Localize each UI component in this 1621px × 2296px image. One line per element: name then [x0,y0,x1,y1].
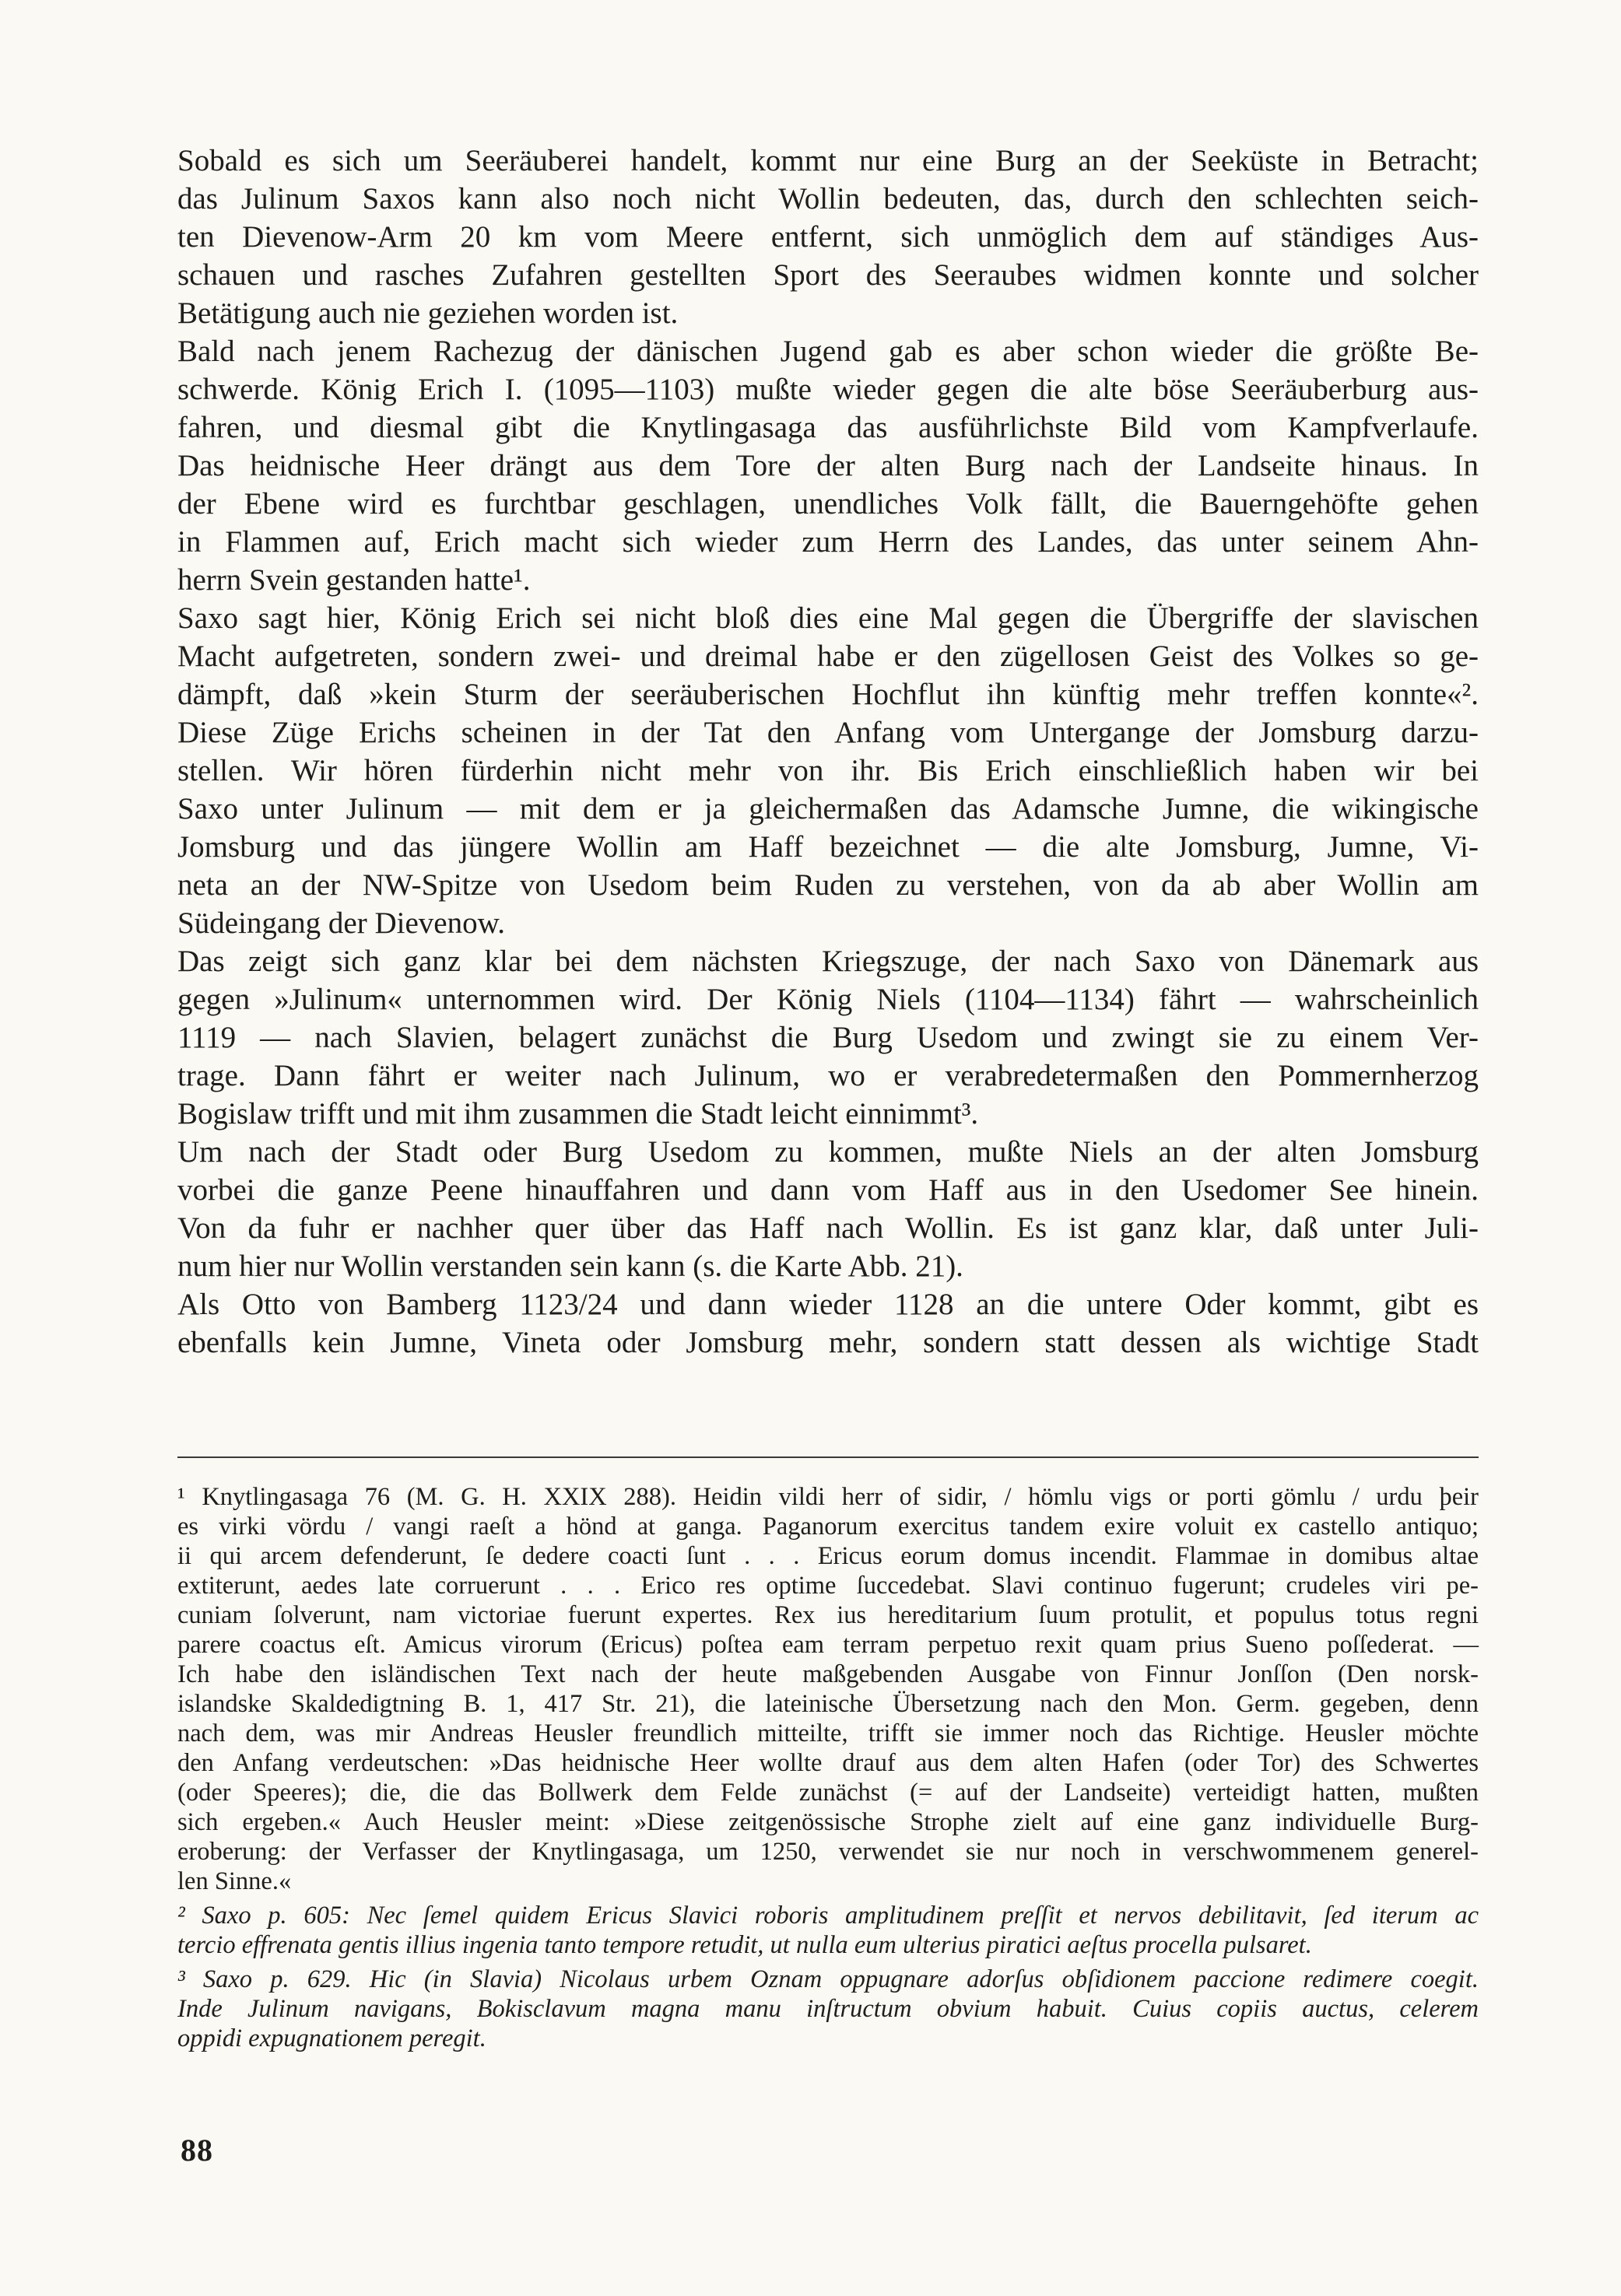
footnote-line: len Sinne.« [177,1867,292,1895]
text-line: Diese Züge Erichs scheinen in der Tat den Anfang vom Untergange der Jomsburg darzu- [177,716,1479,749]
footnote-divider [177,1456,1479,1458]
text-line: schwerde. König Erich I. (1095—1103) mußte wieder gegen die alte böse Seeräuberburg aus- [177,373,1479,406]
text-line: Bald nach jenem Rachezug der dänischen Jugend gab es aber schon wieder die größte Be- [177,335,1479,368]
text-line: Betätigung auch nie geziehen worden ist. [177,296,679,330]
text-line: Jomsburg und das jüngere Wollin am Haff bezeichnet — die alte Jomsburg, Jumne, Vi- [177,830,1479,864]
text-line: in Flammen auf, Erich macht sich wieder zum Herrn des Landes, das unter seinem Ahn- [177,525,1479,559]
text-line: ten Dievenow-Arm 20 km vom Meere entfernt, sich unmöglich dem auf ständiges Aus- [177,220,1479,254]
footnote-line: nach dem, was mir Andreas Heusler freundlich mitteilte, trifft sie immer noch das Richtige. Heusler möchte [177,1719,1479,1747]
footnote-line: ² Saxo p. 605: Nec ſemel quidem Ericus Slavici roboris amplitudinem preſſit et nervos debilitavit, ſed iterum ac [177,1902,1479,1930]
footnote-line: oppidi expugnationem peregit. [177,2024,486,2052]
text-line: gegen »Julinum« unternommen wird. Der König Niels (1104—1134) fährt — wahrscheinlich [177,983,1479,1016]
text-line: Das heidnische Heer drängt aus dem Tore der alten Burg nach der Landseite hinaus. In [177,449,1479,482]
footnote-line: islandske Skaldedigtning B. 1, 417 Str. 21), die lateinische Übersetzung nach den Mon. Germ. gegeben, denn [177,1690,1479,1718]
footnote-line: cuniam ſolverunt, nam victoriae fuerunt expertes. Rex ius hereditarium ſuum protulit, et populus totus regni [177,1601,1479,1629]
footnotes [177,1482,1479,2053]
footnote-line: tercio effrenata gentis illius ingenia tanto tempore retudit, ut nulla eum ulterius piratici aeſtus procella pulsaret. [177,1931,1312,1959]
footnote-line: den Anfang verdeutschen: »Das heidnische Heer wollte drauf aus dem alten Hafen (oder Tor) des Schwertes [177,1749,1479,1777]
footnote-line: eroberung: der Verfasser der Knytlingasaga, um 1250, verwendet sie nur noch in verschwommenem generel- [177,1838,1479,1866]
text-line: schauen und rasches Zufahren gestellten Sport des Seeraubes widmen konnte und solcher [177,258,1479,292]
text-line: Macht aufgetreten, sondern zwei- und dreimal habe er den zügellosen Geist des Volkes so ge- [177,640,1479,673]
text-line: dämpft, daß »kein Sturm der seeräuberischen Hochflut ihn künftig mehr treffen konnte«². [177,678,1479,711]
footnote-2 [177,1901,1479,1960]
footnote-line: ³ Saxo p. 629. Hic (in Slavia) Nicolaus urbem Oznam oppugnare adorſus obſidionem paccione redimere coegit. [177,1965,1479,1993]
footnote-line: extiterunt, aedes late corruerunt . . . Erico res optime ſuccedebat. Slavi continuo fugerunt; crudeles viri pe- [177,1572,1479,1600]
main-text-body [177,142,1479,1362]
text-line: Sobald es sich um Seeräuberei handelt, kommt nur eine Burg an der Seeküste in Betracht; [177,144,1479,177]
footnote-line: ¹ Knytlingasaga 76 (M. G. H. XXIX 288). Heidin vildi herr of sidir, / hömlu vigs or porti gömlu / urdu þeir [177,1483,1479,1511]
text-line: Das zeigt sich ganz klar bei dem nächsten Kriegszuge, der nach Saxo von Dänemark aus [177,945,1479,978]
text-line: fahren, und diesmal gibt die Knytlingasaga das ausführlichste Bild vom Kampfverlaufe. [177,411,1479,444]
text-line: num hier nur Wollin verstanden sein kann (s. die Karte Abb. 21). [177,1250,963,1283]
text-line: Saxo sagt hier, König Erich sei nicht bloß dies eine Mal gegen die Übergriffe der slavischen [177,601,1479,635]
text-line: Als Otto von Bamberg 1123/24 und dann wieder 1128 an die untere Oder kommt, gibt es [177,1288,1479,1321]
text-line: das Julinum Saxos kann also noch nicht Wollin bedeuten, das, durch den schlechten seich- [177,182,1479,216]
footnote-line: (oder Speeres); die, die das Bollwerk dem Felde zunächst (= auf der Landseite) verteidigt hatten, mußten [177,1779,1479,1807]
text-line: vorbei die ganze Peene hinauffahren und dann vom Haff aus in den Usedomer See hinein. [177,1173,1479,1207]
footnote-line: Inde Julinum navigans, Bokisclavum magna manu inſtructum obvium habuit. Cuius copiis auctus, celerem [177,1995,1479,2023]
text-line: Südeingang der Dievenow. [177,906,505,940]
footnote-line: sich ergeben.« Auch Heusler meint: »Diese zeitgenössische Strophe zielt auf eine ganz individuelle Burg- [177,1808,1479,1836]
text-line: stellen. Wir hören fürderhin nicht mehr von ihr. Bis Erich einschließlich haben wir bei [177,754,1479,787]
text-line: neta an der NW-Spitze von Usedom beim Ruden zu verstehen, von da ab aber Wollin am [177,868,1479,902]
footnote-line: parere coactus eſt. Amicus virorum (Ericus) poſtea eam terram perpetuo rexit quam prius Sueno poſſederat. — [177,1631,1479,1659]
text-line: trage. Dann fährt er weiter nach Julinum, wo er verabredetermaßen den Pommernherzog [177,1059,1479,1092]
text-line: Um nach der Stadt oder Burg Usedom zu kommen, mußte Niels an der alten Jomsburg [177,1135,1479,1169]
page-number: 88 [181,2133,213,2168]
text-line: ebenfalls kein Jumne, Vineta oder Jomsburg mehr, sondern statt dessen als wichtige Stadt [177,1326,1479,1359]
footnote-line: Ich habe den isländischen Text nach der heute maßgebenden Ausgabe von Finnur Jonſſon (Den norsk- [177,1660,1479,1688]
text-line: Bogislaw trifft und mit ihm zusammen die Stadt leicht einnimmt³. [177,1097,979,1130]
text-line: herrn Svein gestanden hatte¹. [177,563,531,597]
text-line: 1119 — nach Slavien, belagert zunächst die Burg Usedom und zwingt sie zu einem Ver- [177,1021,1479,1054]
footnote-3 [177,1965,1479,2053]
footnote-line: ii qui arcem defenderunt, ſe dedere coacti ſunt . . . Ericus eorum domus incendit. Flammae in domibus altae [177,1542,1479,1570]
footnote-1 [177,1482,1479,1896]
text-line: der Ebene wird es furchtbar geschlagen, unendliches Volk fällt, die Bauerngehöfte gehen [177,487,1479,521]
text-line: Von da fuhr er nachher quer über das Haff nach Wollin. Es ist ganz klar, daß unter Juli- [177,1211,1479,1245]
text-line: Saxo unter Julinum — mit dem er ja gleichermaßen das Adamsche Jumne, die wikingische [177,792,1479,826]
footnote-line: es virki vördu / vangi raeſt a hönd at ganga. Paganorum exercitus tandem exire voluit ex castello antiquo; [177,1513,1479,1541]
